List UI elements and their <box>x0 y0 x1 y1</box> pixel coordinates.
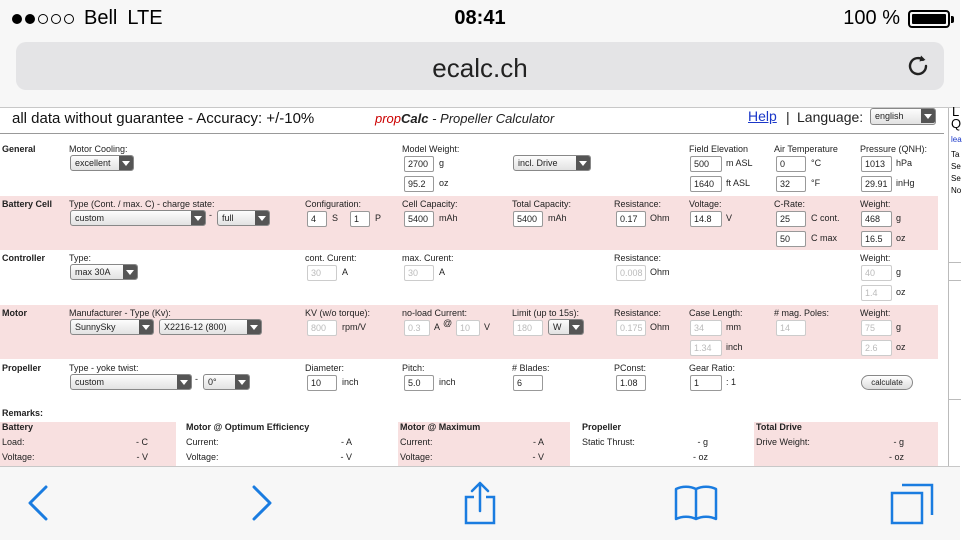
configuration-label: Configuration: <box>305 199 362 209</box>
remarks-total-head: Total Drive <box>756 422 802 432</box>
battery-section <box>0 196 938 250</box>
pitch-input[interactable]: 5.0 <box>404 375 434 391</box>
unit-c-max: C max <box>811 233 838 243</box>
gear-ratio-label: Gear Ratio: <box>689 363 736 373</box>
battery-type-label: Type (Cont. / max. C) - charge state: <box>69 199 215 209</box>
unit-oz: oz <box>439 178 449 188</box>
side-text-2: Q <box>951 116 962 131</box>
pitch-unit: inch <box>439 377 456 387</box>
battery-load-label: Load: <box>2 437 25 447</box>
tabs-icon[interactable] <box>888 479 936 527</box>
maximum-current-value: - A <box>532 437 544 447</box>
unit-celsius: °C <box>811 158 822 168</box>
pconst-input[interactable]: 1.08 <box>616 375 646 391</box>
limit-label: Limit (up to 15s): <box>512 308 580 318</box>
optimum-current-label: Current: <box>186 437 219 447</box>
drive-value: incl. Drive <box>518 158 558 168</box>
c-max-input[interactable]: 50 <box>776 231 806 247</box>
web-content <box>0 104 962 466</box>
c-rate-label: C-Rate: <box>774 199 806 209</box>
motor-unit-ohm: Ohm <box>650 322 670 332</box>
battery-type-select[interactable] <box>70 210 206 226</box>
motor-weight-label: Weight: <box>860 308 891 318</box>
propeller-dash: - <box>195 374 198 384</box>
model-weight-g-input[interactable]: 2700 <box>404 156 434 172</box>
limit-input[interactable]: 180 <box>513 320 543 336</box>
motor-cooling-value: excellent <box>75 158 111 168</box>
motor-manufacturer-select[interactable] <box>70 319 154 335</box>
case-length-mm-input[interactable]: 34 <box>690 320 722 336</box>
chevron-down-icon <box>247 320 261 334</box>
diameter-label: Diameter: <box>305 363 345 373</box>
static-thrust-g-value: - g <box>697 437 708 447</box>
remarks-optimum-head: Motor @ Optimum Efficiency <box>186 422 310 432</box>
chevron-down-icon <box>576 156 590 170</box>
blades-input[interactable]: 6 <box>513 375 543 391</box>
controller-unit-oz: oz <box>896 287 906 297</box>
title-prefix: prop <box>375 111 402 126</box>
reload-icon[interactable] <box>904 52 932 80</box>
unit-inhg: inHg <box>896 178 915 188</box>
unit-hpa: hPa <box>896 158 913 168</box>
motor-section <box>0 305 938 359</box>
chevron-down-icon <box>569 320 583 334</box>
yoke-twist-select[interactable] <box>203 374 250 390</box>
controller-unit-g: g <box>896 267 902 277</box>
drive-weight-oz-value: - oz <box>888 452 904 462</box>
language-label: Language: <box>797 109 864 125</box>
no-load-current-label: no-load Current: <box>402 308 468 318</box>
side-text-5: Se <box>951 162 961 171</box>
drive-weight-g-value: - g <box>893 437 904 447</box>
optimum-voltage-label: Voltage: <box>186 452 219 462</box>
charge-state-select[interactable] <box>217 210 270 226</box>
battery-status <box>843 7 950 30</box>
chevron-down-icon <box>921 109 935 123</box>
controller-type-select[interactable] <box>70 264 138 280</box>
propeller-type-label: Type - yoke twist: <box>69 363 139 373</box>
chevron-down-icon <box>119 156 133 170</box>
cell-capacity-input[interactable]: 5400 <box>404 211 434 227</box>
unit-ohm: Ohm <box>650 213 670 223</box>
cont-current-input[interactable]: 30 <box>307 265 337 281</box>
battery-unit-g: g <box>896 213 902 223</box>
address-bar <box>0 36 960 108</box>
language-select[interactable] <box>870 108 936 125</box>
propeller-title: Propeller <box>2 363 42 373</box>
controller-weight-label: Weight: <box>860 253 891 263</box>
max-current-label: max. Curent: <box>402 253 454 263</box>
pressure-inhg-input[interactable]: 29.91 <box>861 176 892 192</box>
browser-toolbar <box>0 466 960 540</box>
general-title: General <box>2 144 36 154</box>
controller-weight-oz-input[interactable]: 1.4 <box>861 285 892 301</box>
title-calc: Calc <box>401 111 429 126</box>
controller-resistance-input[interactable]: 0.008 <box>616 265 646 281</box>
cells-s-input[interactable]: 4 <box>307 211 327 227</box>
static-thrust-label: Static Thrust: <box>582 437 635 447</box>
side-link[interactable]: lea <box>951 135 962 144</box>
unit-g: g <box>439 158 445 168</box>
propeller-type-select[interactable] <box>70 374 192 390</box>
unit-c-cont: C cont. <box>811 213 840 223</box>
remarks-optimum <box>184 422 394 466</box>
page-header <box>0 108 944 134</box>
chevron-down-icon <box>191 211 205 225</box>
drive-select[interactable] <box>513 155 591 171</box>
motor-model-value: X2216-12 (800) <box>164 322 227 332</box>
mag-poles-input[interactable]: 14 <box>776 320 806 336</box>
battery-type-value: custom <box>75 213 105 223</box>
temp-f-input[interactable]: 32 <box>776 176 806 192</box>
battery-resistance-input[interactable]: 0.17 <box>616 211 646 227</box>
battery-weight-g-input[interactable]: 468 <box>861 211 892 227</box>
remarks-maximum <box>398 422 570 466</box>
kv-label: KV (w/o torque): <box>305 308 371 318</box>
pconst-label: PConst: <box>614 363 647 373</box>
maximum-voltage-value: - V <box>532 452 544 462</box>
calculate-button[interactable]: calculate <box>861 375 913 390</box>
side-text-7: No <box>951 186 962 195</box>
side-text-4: Ta <box>951 150 960 159</box>
url-text: ecalc.ch <box>432 53 528 83</box>
case-length-label: Case Length: <box>689 308 743 318</box>
at-sign: @ <box>443 318 453 328</box>
c-cont-input[interactable]: 25 <box>776 211 806 227</box>
static-thrust-oz-value: - oz <box>692 452 708 462</box>
no-load-current-input[interactable]: 0.3 <box>404 320 430 336</box>
remarks-battery <box>0 422 176 466</box>
unit-rpm-v: rpm/V <box>342 322 367 332</box>
chevron-down-icon <box>123 265 137 279</box>
motor-title: Motor <box>2 308 27 318</box>
battery-load-value: - C <box>136 437 148 447</box>
disclaimer: all data without guarantee - Accuracy: +/-10% <box>12 110 315 127</box>
remarks-propeller-head: Propeller <box>582 422 622 432</box>
unit-cont-a: A <box>342 267 349 277</box>
battery-title: Battery Cell <box>2 199 53 209</box>
no-load-voltage-input[interactable]: 10 <box>456 320 480 336</box>
maximum-current-label: Current: <box>400 437 433 447</box>
unit-noload-v: V <box>484 322 491 332</box>
total-capacity-label: Total Capacity: <box>512 199 572 209</box>
chevron-down-icon <box>235 375 249 389</box>
unit-inch: inch <box>726 342 743 352</box>
chevron-left-icon[interactable] <box>14 479 62 527</box>
air-temperature-label: Air Temperature <box>774 144 838 154</box>
diameter-unit: inch <box>342 377 359 387</box>
help-link[interactable]: Help <box>748 108 777 124</box>
network-type: LTE <box>127 7 163 29</box>
voltage-input[interactable]: 14.8 <box>690 211 722 227</box>
optimum-current-value: - A <box>340 437 352 447</box>
motor-type-label: Manufacturer - Type (Kv): <box>69 308 171 318</box>
kv-input[interactable]: 800 <box>307 320 337 336</box>
model-weight-oz-input[interactable]: 95.2 <box>404 176 434 192</box>
side-text-6: Se <box>951 174 961 183</box>
chevron-down-icon <box>177 375 191 389</box>
diameter-input[interactable]: 10 <box>307 375 337 391</box>
battery-weight-label: Weight: <box>860 199 891 209</box>
cont-current-label: cont. Curent: <box>305 253 357 263</box>
remarks-maximum-head: Motor @ Maximum <box>400 422 481 432</box>
pitch-label: Pitch: <box>402 363 425 373</box>
gear-ratio-input[interactable]: 1 <box>690 375 722 391</box>
chevron-down-icon <box>139 320 153 334</box>
battery-dash: - <box>209 210 212 220</box>
model-weight-label: Model Weight: <box>402 144 460 154</box>
side-box <box>949 280 961 400</box>
max-current-input[interactable]: 30 <box>404 265 434 281</box>
unit-fahrenheit: °F <box>811 178 821 188</box>
pressure-hpa-input[interactable]: 1013 <box>861 156 892 172</box>
gear-ratio-unit: : 1 <box>726 377 737 387</box>
unit-mm: mm <box>726 322 741 332</box>
controller-section <box>0 250 938 304</box>
battery-resistance-label: Resistance: <box>614 199 662 209</box>
chevron-right-icon[interactable] <box>238 479 286 527</box>
remarks-battery-head: Battery <box>2 422 34 432</box>
remarks-total-drive <box>754 422 938 466</box>
motor-weight-oz-input[interactable]: 2.6 <box>861 340 892 356</box>
optimum-voltage-value: - V <box>340 452 352 462</box>
clock: 08:41 <box>454 7 506 29</box>
maximum-voltage-label: Voltage: <box>400 452 433 462</box>
remarks-section <box>0 408 938 468</box>
page-title <box>375 111 554 126</box>
limit-unit-select[interactable] <box>548 319 584 335</box>
url-field[interactable] <box>16 42 944 90</box>
field-elevation-label: Field Elevation <box>689 144 749 154</box>
propeller-type-value: custom <box>75 377 105 387</box>
battery-percent: 100 % <box>843 7 900 29</box>
motor-cooling-label: Motor Cooling: <box>69 144 128 154</box>
yoke-twist-value: 0° <box>208 377 217 387</box>
controller-weight-g-input[interactable]: 40 <box>861 265 892 281</box>
status-bar <box>0 0 960 36</box>
battery-weight-oz-input[interactable]: 16.5 <box>861 231 892 247</box>
motor-cooling-select[interactable] <box>70 155 134 171</box>
elevation-m-input[interactable]: 500 <box>690 156 722 172</box>
motor-unit-g: g <box>896 322 902 332</box>
side-divider <box>949 262 961 263</box>
cells-p-input[interactable]: 1 <box>350 211 370 227</box>
unit-v: V <box>726 213 733 223</box>
propeller-section <box>0 360 938 400</box>
motor-unit-oz: oz <box>896 342 906 352</box>
controller-unit-ohm: Ohm <box>650 267 670 277</box>
drive-weight-label: Drive Weight: <box>756 437 810 447</box>
mag-poles-label: # mag. Poles: <box>774 308 830 318</box>
controller-title: Controller <box>2 253 46 263</box>
elevation-ft-input[interactable]: 1640 <box>690 176 722 192</box>
controller-type-value: max 30A <box>75 267 111 277</box>
case-length-inch-input[interactable]: 1.34 <box>690 340 722 356</box>
general-section <box>0 141 938 195</box>
battery-unit-oz: oz <box>896 233 906 243</box>
propcalc-page <box>0 108 944 466</box>
side-panel <box>948 104 962 466</box>
unit-p: P <box>375 213 382 223</box>
voltage-label: Voltage: <box>689 199 722 209</box>
remarks-propeller <box>580 422 748 466</box>
controller-type-label: Type: <box>69 253 92 263</box>
motor-manufacturer-value: SunnySky <box>75 322 116 332</box>
title-rest: - Propeller Calculator <box>428 111 555 126</box>
unit-m-asl: m ASL <box>726 158 753 168</box>
unit-ft-asl: ft ASL <box>726 178 751 188</box>
blades-label: # Blades: <box>512 363 550 373</box>
cell-capacity-label: Cell Capacity: <box>402 199 458 209</box>
charge-state-value: full <box>222 213 234 223</box>
unit-mah: mAh <box>439 213 458 223</box>
carrier-name: Bell <box>84 7 118 29</box>
total-capacity-input[interactable]: 5400 <box>513 211 543 227</box>
motor-resistance-input[interactable]: 0.175 <box>616 320 646 336</box>
chevron-down-icon <box>255 211 269 225</box>
unit-total-mah: mAh <box>548 213 567 223</box>
motor-resistance-label: Resistance: <box>614 308 662 318</box>
battery-voltage-value: - V <box>136 452 148 462</box>
unit-s: S <box>332 213 339 223</box>
motor-model-select[interactable] <box>159 319 262 335</box>
language-value: english <box>875 111 904 121</box>
limit-unit-value: W <box>553 322 562 332</box>
temp-c-input[interactable]: 0 <box>776 156 806 172</box>
battery-voltage-label: Voltage: <box>2 452 35 462</box>
controller-resistance-label: Resistance: <box>614 253 662 263</box>
motor-weight-g-input[interactable]: 75 <box>861 320 892 336</box>
remarks-title: Remarks: <box>2 408 44 418</box>
share-icon[interactable] <box>456 479 504 527</box>
unit-max-a: A <box>439 267 446 277</box>
header-separator: | <box>786 109 790 125</box>
pressure-label: Pressure (QNH): <box>860 144 928 154</box>
unit-noload-a: A <box>434 322 441 332</box>
book-icon[interactable] <box>672 479 720 527</box>
battery-icon <box>908 10 950 28</box>
side-text-1: L <box>952 104 960 119</box>
